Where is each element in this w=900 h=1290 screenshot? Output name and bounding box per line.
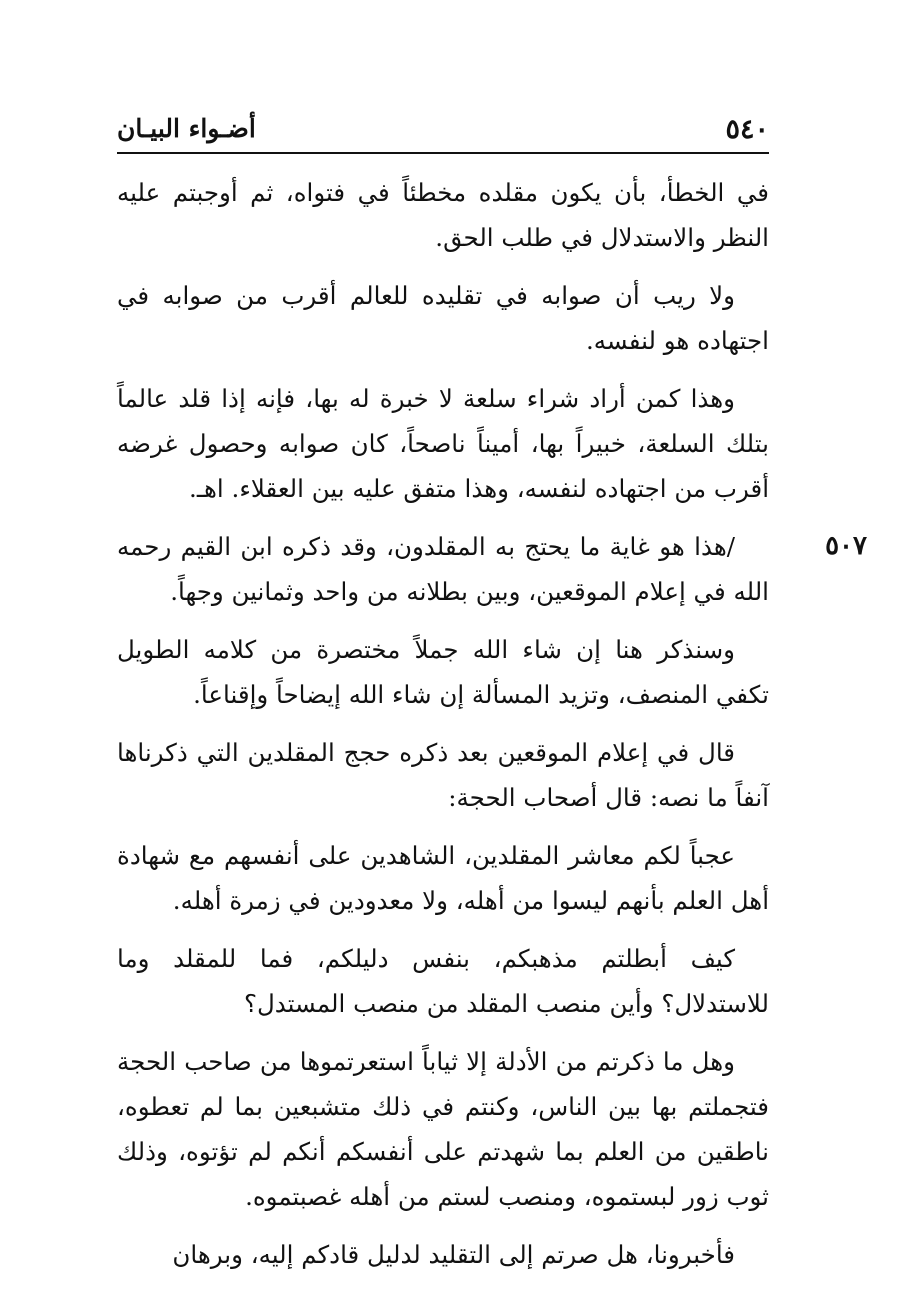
paragraph-3: وهذا كمن أراد شراء سلعة لا خبرة له بها، فإنه إذا قلد عالماً بتلك السلعة، خبيراً بها، أميناً ناصحاً، كان صوابه وحصول غرضه أقرب من اجتهاده لنفسه، وهذا متفق عليه بين العقلاء. اهـ. — [117, 384, 769, 503]
paragraph-9: وهل ما ذكرتم من الأدلة إلا ثياباً استعرتموها من صاحب الحجة فتجملتم بها بين الناس، وكنتم في ذلك متشبعين بما لم تعطوه، ناطقين من العلم بما شهدتم على أنفسكم أنكم لم تؤتوه، وذلك ثوب زور لبستموه، ومنصب لستم من أهله غصبتموه. — [117, 1047, 769, 1211]
paragraph-7: عجباً لكم معاشر المقلدين، الشاهدين على أنفسهم مع شهادة أهل العلم بأنهم ليسوا من أهله، ولا معدودين في زمرة أهله. — [117, 841, 769, 915]
paragraph-4 — [117, 524, 867, 614]
paragraph-1: في الخطأ، بأن يكون مقلده مخطئاً في فتواه، ثم أوجبتم عليه النظر والاستدلال في طلب الحق. — [117, 178, 769, 252]
paragraph-5: وسنذكر هنا إن شاء الله جملاً مختصرة من كلامه الطويل تكفي المنصف، وتزيد المسألة إن شاء الله إيضاحاً وإقناعاً. — [117, 635, 769, 709]
margin-page-number: ٥٠٧ — [825, 531, 867, 561]
page-header — [117, 108, 769, 148]
page-number: ٥٤٠ — [725, 114, 769, 145]
paragraph-4-text: /هذا هو غاية ما يحتج به المقلدون، وقد ذكره ابن القيم رحمه الله في إعلام الموقعين، وبين بطلانه من واحد وثمانين وجهاً. — [117, 532, 769, 606]
header-rule — [117, 152, 769, 154]
paragraph-2: ولا ريب أن صوابه في تقليده للعالم أقرب من صوابه في اجتهاده هو لنفسه. — [117, 281, 769, 355]
paragraph-10: فأخبرونا، هل صرتم إلى التقليد لدليل قادكم إليه، وبرهان — [172, 1240, 735, 1269]
running-title: أضـواء البيـان — [117, 114, 256, 143]
main-text — [117, 170, 867, 1290]
paragraph-8: كيف أبطلتم مذهبكم، بنفس دليلكم، فما للمقلد وما للاستدلال؟ وأين منصب المقلد من منصب المستدل؟ — [117, 944, 769, 1018]
paragraph-6: قال في إعلام الموقعين بعد ذكره حجج المقلدين التي ذكرناها آنفاً ما نصه: قال أصحاب الحجة: — [117, 738, 769, 812]
